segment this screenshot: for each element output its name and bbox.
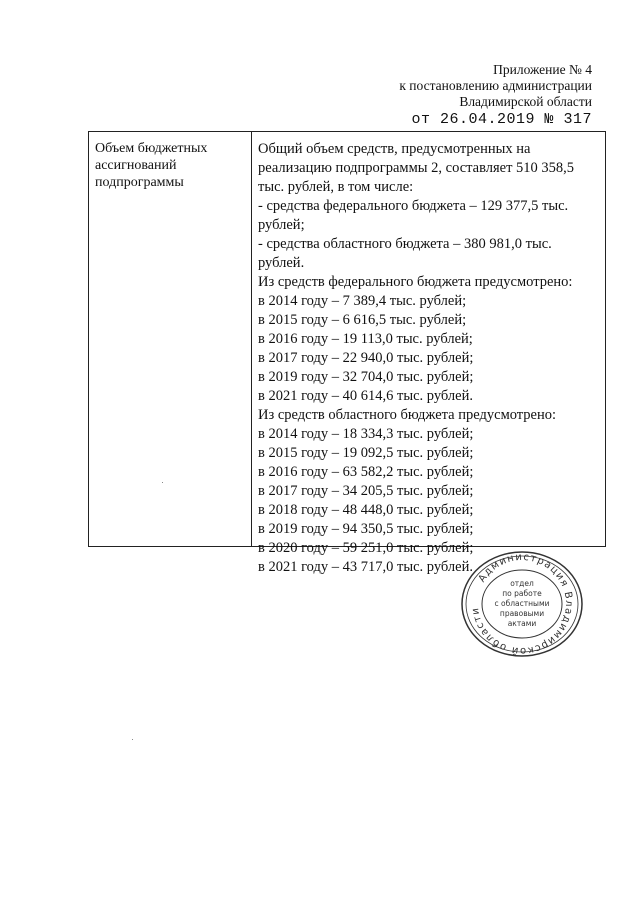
scan-speck: [162, 482, 163, 483]
seal-center-line: актами: [507, 619, 537, 628]
federal-row: в 2017 году – 22 940,0 тыс. рублей;: [258, 350, 474, 366]
budget-label-cell: Объем бюджетных ассигнований подпрограммы: [89, 132, 252, 546]
federal-row: в 2016 году – 19 113,0 тыс. рублей;: [258, 331, 473, 347]
seal-center-line: правовыми: [499, 609, 545, 618]
regional-row: в 2016 году – 63 582,2 тыс. рублей;: [258, 464, 474, 480]
regional-row: в 2017 году – 34 205,5 тыс. рублей;: [258, 483, 474, 499]
budget-table: [88, 131, 606, 575]
seal-ring-text: Администрация Владимирской области: [469, 551, 575, 657]
federal-row: в 2019 году – 32 704,0 тыс. рублей;: [258, 369, 474, 385]
regional-row: в 2015 году – 19 092,5 тыс. рублей;: [258, 445, 474, 461]
federal-row: в 2021 году – 40 614,6 тыс. рублей.: [258, 388, 473, 404]
official-seal: [456, 548, 588, 660]
federal-row: в 2014 году – 7 389,4 тыс. рублей;: [258, 293, 467, 309]
regional-row: в 2019 году – 94 350,5 тыс. рублей;: [258, 521, 474, 537]
appendix-subtitle: к постановлению администрации: [399, 78, 592, 93]
federal-heading: Из средств федерального бюджета предусмотрено:: [258, 274, 573, 290]
scan-speck: [132, 739, 133, 740]
regional-total: - средства областного бюджета – 380 981,0 тыс. рублей.: [258, 236, 552, 271]
appendix-region: Владимирской области: [459, 94, 592, 109]
federal-row: в 2015 году – 6 616,5 тыс. рублей;: [258, 312, 467, 328]
regional-row: в 2018 году – 48 448,0 тыс. рублей;: [258, 502, 474, 518]
seal-center-line: отдел: [510, 579, 534, 588]
regional-row: в 2021 году – 43 717,0 тыс. рублей.: [258, 559, 473, 575]
document-header: [399, 62, 592, 128]
regional-row: в 2014 году – 18 334,3 тыс. рублей;: [258, 426, 474, 442]
federal-total: - средства федерального бюджета – 129 377,5 тыс. рублей;: [258, 198, 569, 233]
seal-center-line: с областными: [494, 599, 550, 608]
budget-intro: Общий объем средств, предусмотренных на реализацию подпрограммы 2, составляет 510 358,5 тыс. рублей, в том числе:: [258, 141, 575, 195]
regional-row: в 2020 году – 59 251,0 тыс. рублей;: [258, 540, 474, 556]
budget-value-cell: [252, 132, 605, 575]
regional-heading: Из средств областного бюджета предусмотрено:: [258, 407, 557, 423]
seal-graphic: [456, 548, 588, 660]
seal-center-line: по работе: [502, 589, 542, 598]
decree-reference: от 26.04.2019 № 317: [411, 111, 592, 128]
appendix-title: Приложение № 4: [493, 62, 592, 77]
